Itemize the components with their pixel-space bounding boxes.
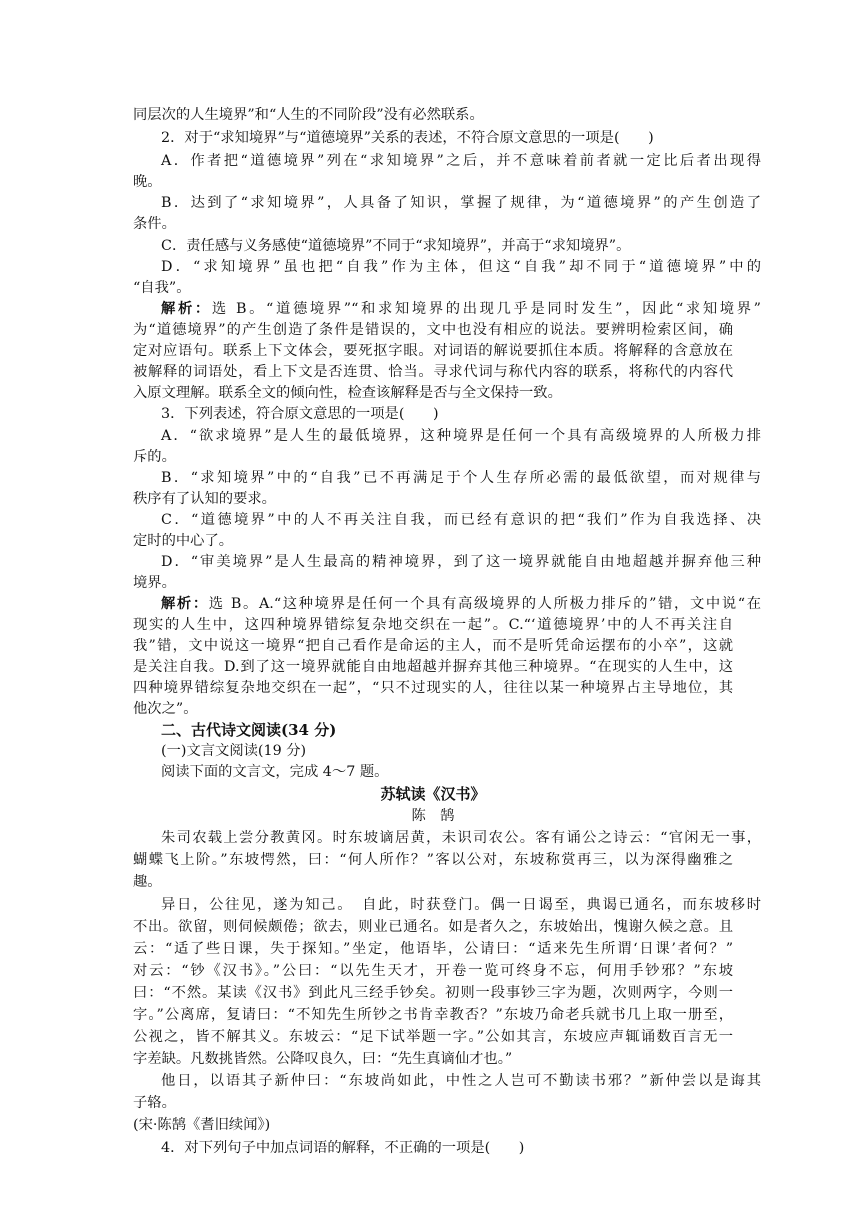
text-line: A．“欲求境界”是人生的最低境界，这种境界是任何一个具有高级境界的人所极力排 xyxy=(161,428,761,444)
text-line: 云：“适了些日课，失于探知。”坐定，他语毕，公请曰：“适来先生所谓‘日课’者何？” xyxy=(133,941,733,957)
text-line: 他次之”。 xyxy=(133,701,198,717)
text-line: 陈 鹄 xyxy=(411,808,455,824)
text-line xyxy=(161,594,761,614)
analysis-label: 解析： xyxy=(161,301,212,317)
text-line: 同层次的人生境界”和“人生的不同阶段”没有必然联系。 xyxy=(133,107,484,123)
text-line: 4．对下列句子中加点词语的解释，不正确的一项是( ) xyxy=(161,1140,525,1156)
text-line: 异日，公往见，遂为知己。 自此，时获登门。偶一日谒至，典谒已通名，而东坡移时 xyxy=(161,897,761,913)
text-line: 2．对于“求知境界”与“道德境界”关系的表述，不符合原文意思的一项是( ) xyxy=(161,130,654,146)
text-line: 定时的中心了。 xyxy=(133,533,234,549)
text-line: 为“道德境界”的产生创造了条件是错误的，文中也没有相应的说法。要辨明检索区间，确 xyxy=(133,322,733,338)
text-line: 四种境界错综复杂地交织在一起”，“只不过现实的人，往往以某一种境界占主导地位，其 xyxy=(133,680,733,696)
text-line: 条件。 xyxy=(133,216,176,232)
text-line: 字差缺。凡数挑皆然。公降叹良久，曰：“先生真谪仙才也。” xyxy=(133,1051,513,1067)
text-line: B．达到了“求知境界”，人具备了知识，掌握了规律，为“道德境界”的产生创造了 xyxy=(161,195,761,211)
text-line: A．作者把“道德境界”列在“求知境界”之后，并不意味着前者就一定比后者出现得 xyxy=(161,153,761,169)
text-line: 定对应语句。联系上下文体会，要死抠字眼。对词语的解说要抓住本质。将解释的含意放在 xyxy=(133,343,733,359)
text-line: (宋·陈鹄《耆旧续闻》) xyxy=(133,1117,271,1133)
text-line: 晚。 xyxy=(133,174,162,190)
text-line: 字。”公离席，复请曰：“不知先生所钞之书肯幸教否？”东坡乃命老兵就书几上取一册至， xyxy=(133,1007,733,1023)
text-line: 二、古代诗文阅读(34 分) xyxy=(161,721,337,739)
text-line: 曰：“不然。某读《汉书》到此凡三经手钞矣。初则一段事钞三字为题，次则两字，今则一 xyxy=(133,985,733,1001)
text-line: 3．下列表述，符合原文意思的一项是( ) xyxy=(161,406,439,422)
analysis-text: 选 B。A.“这种境界是任何一个具有高级境界的人所极力排斥的”错，文中说“在 xyxy=(208,596,761,612)
text-line: 入原文理解。联系全文的倾向性，检查该解释是否与全文保持一致。 xyxy=(133,385,562,401)
text-line: 朱司农载上尝分教黄冈。时东坡谪居黄，未识司农公。客有诵公之诗云：“官闲无一事， xyxy=(161,830,761,846)
text-line: 我”错，文中说这一境界“把自己看作是命运的主人，而不是听凭命运摆布的小卒”，这就 xyxy=(133,638,733,654)
analysis-text: 选 B。“道德境界”“和求知境界的出现几乎是同时发生”，因此“求知境界” xyxy=(211,301,761,317)
text-line: 子辂。 xyxy=(133,1095,176,1111)
text-line: 秩序有了认知的要求。 xyxy=(133,491,276,507)
text-line: 公视之，皆不解其义。东坡云：“足下试举题一字。”公如其言，东坡应声辄诵数百言无一 xyxy=(133,1029,733,1045)
text-line: 是关注自我。D.到了这一境界就能自由地超越并摒弃其他三种境界。“在现实的人生中，这 xyxy=(133,659,733,675)
text-line xyxy=(161,299,761,319)
text-line: 蝴蝶飞上阶。”东坡愕然，曰：“何人所作？”客以公对，东坡称赏再三，以为深得幽雅之 xyxy=(133,852,733,868)
text-line: C．“道德境界”中的人不再关注自我，而已经有意识的把“我们”作为自我选择、决 xyxy=(161,512,761,528)
text-line: 被解释的词语处，看上下文是否连贯、恰当。寻求代词与称代内容的联系，将称代的内容代 xyxy=(133,364,733,380)
text-line: 阅读下面的文言文，完成 4～7 题。 xyxy=(161,764,389,780)
text-line: D．“审美境界”是人生最高的精神境界，到了这一境界就能自由地超越并摒弃他三种 xyxy=(161,554,761,570)
text-line: 斥的。 xyxy=(133,449,176,465)
text-line: C．责任感与义务感使“道德境界”不同于“求知境界”，并高于“求知境界”。 xyxy=(161,238,631,254)
text-line: (一)文言文阅读(19 分) xyxy=(161,743,307,759)
text-line: 趣。 xyxy=(133,874,162,890)
text-line: B．“求知境界”中的“自我”已不再满足于个人生存所必需的最低欲望，而对规律与 xyxy=(161,470,761,486)
analysis-label: 解析： xyxy=(161,596,209,612)
text-line: 他日，以语其子新仲曰：“东坡尚如此，中性之人岂可不勤读书邪？”新仲尝以是诲其 xyxy=(161,1073,761,1089)
text-line: 现实的人生中，这四种境界错综复杂地交织在一起”。C.“‘道德境界’中的人不再关注自 xyxy=(133,617,733,633)
text-line: “自我”。 xyxy=(133,280,191,296)
text-line: 不出。欲留，则伺候颇倦；欲去，则业已通名。如是者久之，东坡始出，愧谢久候之意。且 xyxy=(133,919,733,935)
text-line: D．“求知境界”虽也把“自我”作为主体，但这“自我”却不同于“道德境界”中的 xyxy=(161,259,761,275)
text-line: 苏轼读《汉书》 xyxy=(380,785,486,803)
text-line: 境界。 xyxy=(133,575,176,591)
text-line: 对云：“钞《汉书》。”公曰：“以先生天才，开卷一览可终身不忘，何用手钞邪？”东坡 xyxy=(133,963,733,979)
